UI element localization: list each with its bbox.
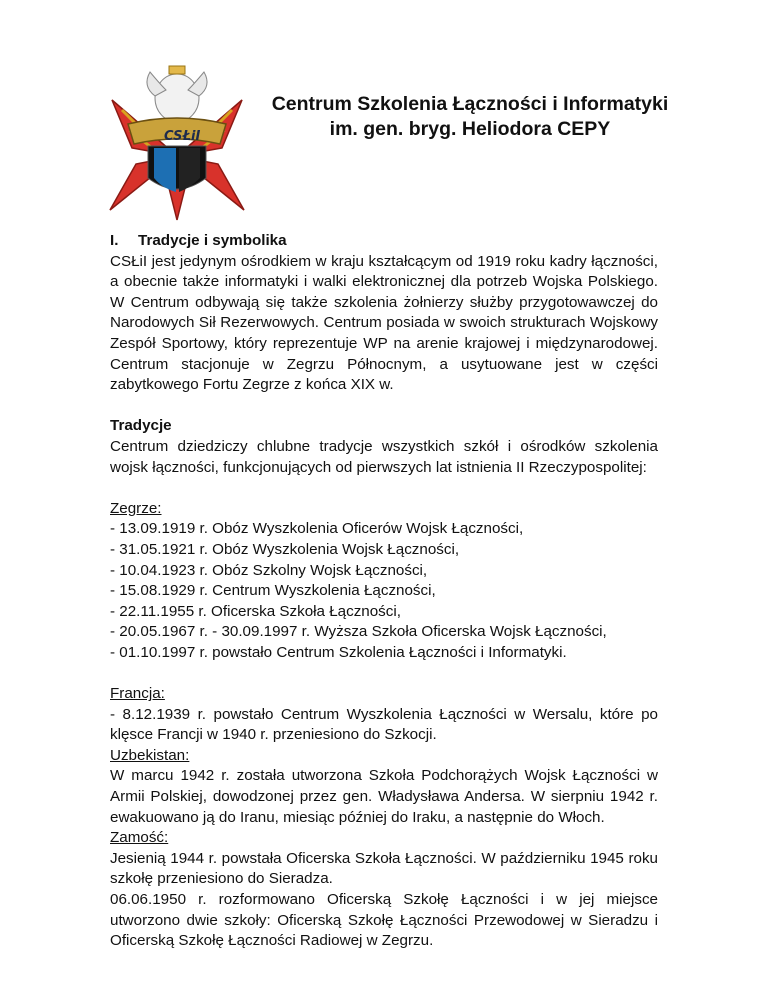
tradycje-intro: Centrum dziedziczy chlubne tradycje wszystkich szkół i ośrodków szkolenia wojsk łączności, funkcjonujących od pierwszych lat istnienia II Rzeczypospolitej: [110,437,658,476]
intro-paragraph: CSŁiI jest jedynym ośrodkiem w kraju kształcącym od 1919 roku kadry łączności, a obecnie także informatyki i walki elektronicznej dla potrzeb Wojska Polskiego. W Centrum odbywają się także szkolenia żołnierzy służby przygotowawczej do Narodowych Sił Rezerwowych. Centrum posiada w swoich strukturach Wojskowy Zespół Sportowy, który reprezentuje WP na arenie krajowej i międzynarodowej. Centrum stacjonuje w Zegrzu Północnym, a usytuowane jest w części zabytkowego Fortu Zegrze z końca XIX w. [110,252,658,394]
list-item: - 15.08.1929 r. Centrum Wyszkolenia Łączności, [110,582,436,600]
cssli-emblem-logo [102,60,252,224]
list-item: - 13.09.1919 r. Obóz Wyszkolenia Oficerów Wojsk Łączności, [110,520,524,538]
list-item: - 20.05.1967 r. - 30.09.1997 r. Wyższa Szkoła Oficerska Wojsk Łączności, [110,623,607,641]
title-line-1: Centrum Szkolenia Łączności i Informatyki [271,93,669,115]
list-item: - 10.04.1923 r. Obóz Szkolny Wojsk Łączności, [110,561,428,579]
uzbekistan-label: Uzbekistan: [110,746,190,764]
section-number: I. [110,232,119,249]
page-title [240,92,700,142]
title-line-2: im. gen. bryg. Heliodora CEPY [329,118,611,140]
francja-label: Francja: [110,685,165,703]
section-heading [110,231,658,252]
document-body [110,231,658,952]
section-title: Tradycje i symbolika [138,232,287,249]
zegrze-label: Zegrze: [110,499,162,517]
list-item: - 31.05.1921 r. Obóz Wyszkolenia Wojsk Łączności, [110,540,460,558]
emblem-text: CSŁiI [164,129,201,144]
list-item: - 22.11.1955 r. Oficerska Szkoła Łączności, [110,602,401,620]
zamosc-label: Zamość: [110,829,169,847]
shield [148,146,206,192]
zamosc-text-2: 06.06.1950 r. rozformowano Oficerską Szkołę Łączności i w jej miejsce utworzono dwie szkoły: Oficerską Szkołę Łączności Przewodowej w Sieradzu i Oficerską Szkołę Łączności Radiowej w Zegrzu. [110,891,658,950]
uzbekistan-text: W marcu 1942 r. została utworzona Szkoła Podchorążych Wojsk Łączności w Armii Polskiej, dowodzonej przez gen. Władysława Andersa. W sierpniu 1942 r. ewakuowano ją do Iranu, miesiąc później do Iraku, a następnie do Włoch. [110,767,658,826]
list-item: - 01.10.1997 r. powstało Centrum Szkolenia Łączności i Informatyki. [110,643,567,661]
eagle-icon [147,66,207,122]
francja-text: - 8.12.1939 r. powstało Centrum Wyszkolenia Łączności w Wersalu, które po klęsce Francji w 1940 r. przeniesiono do Szkocji. [110,705,658,744]
tradycje-heading: Tradycje [110,417,172,435]
zamosc-text-1: Jesienią 1944 r. powstała Oficerska Szkoła Łączności. W październiku 1945 roku szkołę przeniesiono do Sieradza. [110,849,658,888]
